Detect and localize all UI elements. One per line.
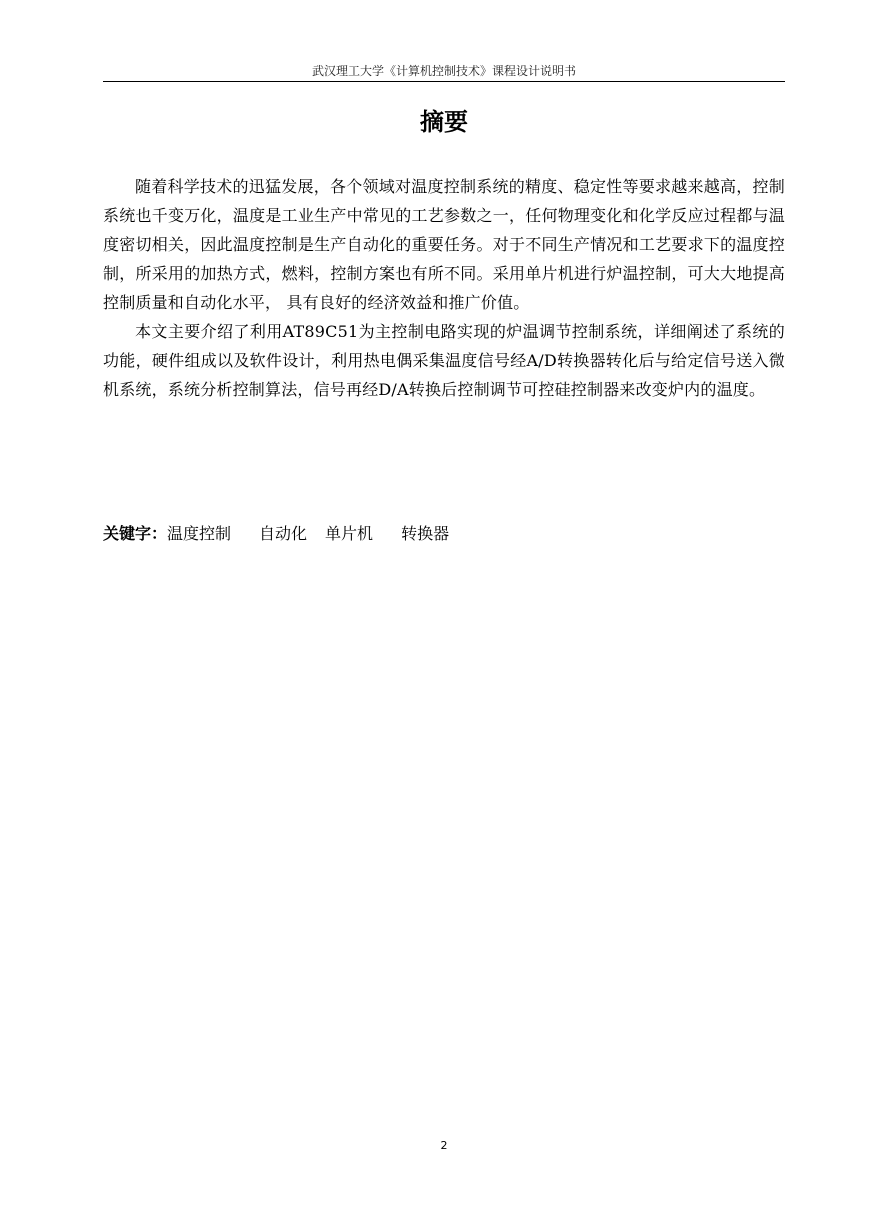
keyword-item: 自动化 (259, 524, 308, 543)
page-number: 2 (440, 1139, 448, 1152)
keyword-item: 转换器 (401, 524, 450, 543)
keyword-item: 单片机 (325, 524, 374, 543)
keywords-label: 关键字： (103, 524, 168, 543)
abstract-paragraph-2: 本文主要介绍了利用AT89C51为主控制电路实现的炉温调节控制系统，详细阐述了系统的功能，硬件组成以及软件设计，利用热电偶采集温度信号经A/D转换器转化后与给定信号送入微机系统，系统分析控制算法，信号再经D/A转换后控制调节可控硅控制器来改变炉内的温度。 (103, 322, 785, 399)
abstract-title: 摘要 (420, 108, 468, 136)
keywords-line (103, 520, 785, 548)
page-header: 武汉理工大学《计算机控制技术》课程设计说明书 (311, 64, 576, 78)
abstract-paragraph-1: 随着科学技术的迅猛发展，各个领域对温度控制系统的精度、稳定性等要求越来越高，控制系统也千变万化，温度是工业生产中常见的工艺参数之一，任何物理变化和化学反应过程都与温度密切相关，因此温度控制是生产自动化的重要任务。对于不同生产情况和工艺要求下的温度控制，所采用的加热方式，燃料，控制方案也有所不同。采用单片机进行炉温控制，可大大地提高控制质量和自动化水平， 具有良好的经济效益和推广价值。 (103, 177, 785, 312)
abstract-body (103, 172, 785, 404)
header-divider (103, 81, 785, 82)
keyword-item: 温度控制 (167, 524, 232, 543)
